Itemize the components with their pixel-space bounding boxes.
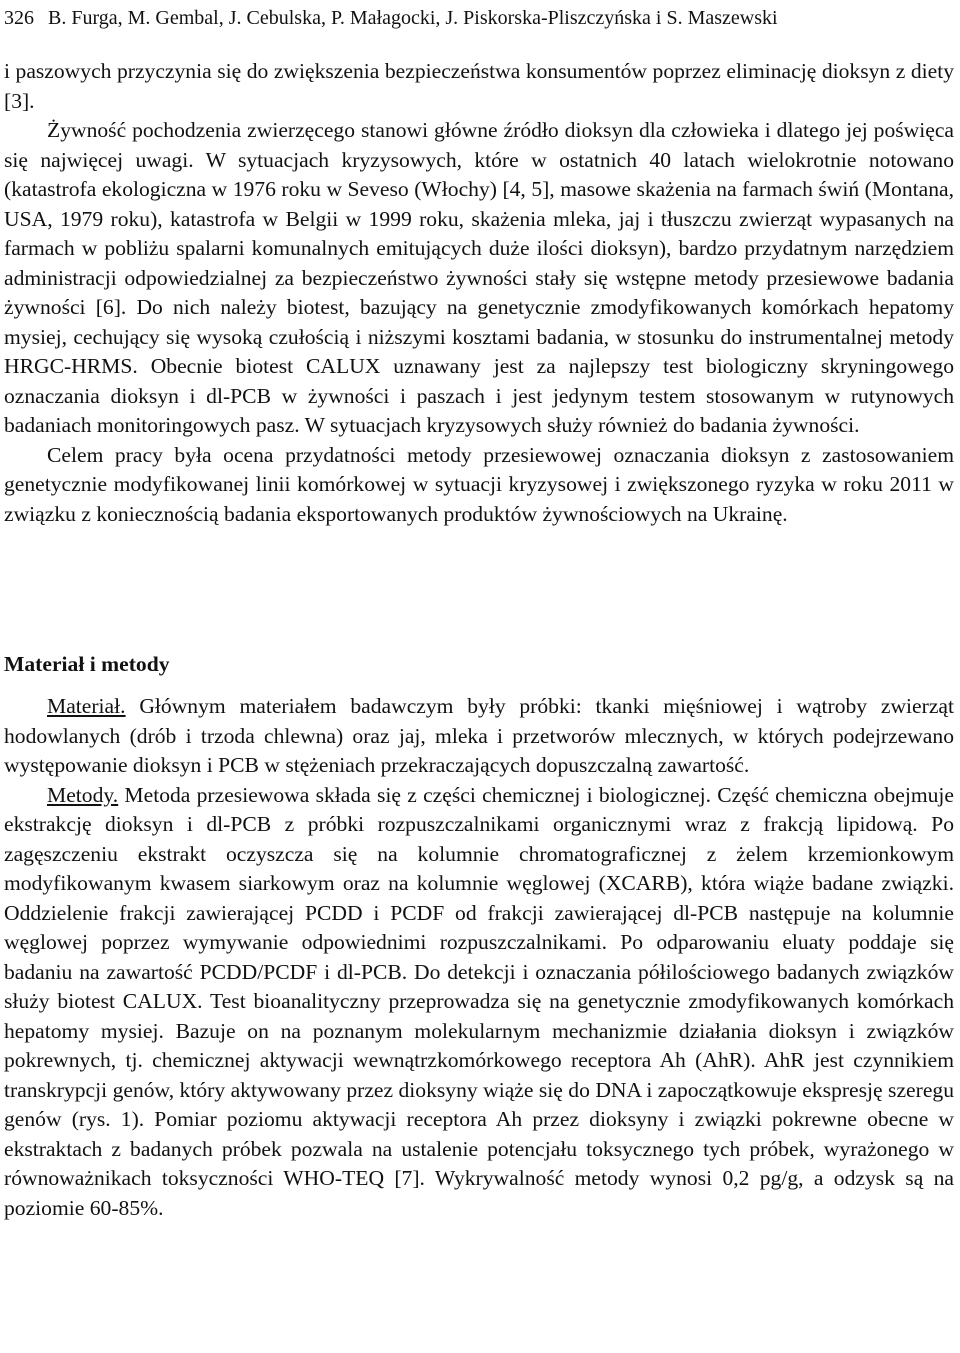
material-run-in-label: Materiał.	[47, 694, 126, 718]
paragraph-material	[4, 692, 954, 781]
running-header	[4, 4, 956, 34]
introduction-text	[4, 57, 954, 529]
section-heading-materials-methods: Materiał i metody	[4, 652, 170, 676]
paragraph-aim: Celem pracy była ocena przydatności metody przesiewowej oznaczania dioksyn z zastosowaniem genetycznie modyfikowanej linii komórkowej w sytuacji kryzysowej i zwiększonego ryzyka w roku 2011 w związku z koniecznością badania eksportowanych produktów żywnościowych na Ukrainę.	[4, 442, 954, 526]
methods-description: Metoda przesiewowa składa się z części chemicznej i biologicznej. Część chemiczna obejmuje ekstrakcję dioksyn i dl-PCB z próbki rozpuszczalnikami organicznymi wraz z frakcją lipidową. Po zagęszczeniu ekstrakt oczyszcza się na kolumnie chromatograficznej z żelem krzemionkowym modyfikowanym kwasem siarkowym oraz na kolumnie węglowej (XCARB), która wiąże badane związki. Oddzielenie frakcji zawierającej PCDD i PCDF od frakcji zawierającej dl-PCB następuje na kolumnie węglowej poprzez wymywanie odpowiednimi rozpuszczalnikami. Po odparowaniu eluaty poddaje się badaniu na zawartość PCDD/PCDF i dl-PCB. Do detekcji i oznaczania półilościowego badanych związków służy biotest CALUX. Test bioanalityczny przeprowadza się na genetycznie zmodyfikowanych komórkach hepatomy mysiej. Bazuje on na poznanym molekularnym mechanizmie działania dioksyn i związków pokrewnych, tj. chemicznej aktywacji wewnątrzkomórkowego receptora Ah (AhR). AhR jest czynnikiem transkrypcji genów, który aktywowany przez dioksyny wiąże się do DNA i zapoczątkowuje ekspresję szeregu genów (rys. 1). Pomiar poziomu aktywacji receptora Ah przez dioksyny i związki pokrewne obecne w ekstraktach z badanych próbek pozwala na ustalenie potencjału toksycznego tych próbek, wyrażonego w równoważnikach toksyczności WHO-TEQ [7]. Wykrywalność metody wynosi 0,2 pg/g, a odzysk są na poziomie 60-85%.	[4, 782, 954, 1220]
methods-run-in-label: Metody.	[47, 782, 119, 807]
material-description: Głównym materiałem badawczym były próbki: tkanki mięśniowej i wątroby zwierząt hodowlanych (drób i trzoda chlewna) oraz jaj, mleka i przetworów mlecznych, w których podejrzewano występowanie dioksyn i PCB w stężeniach przekraczających dopuszczalną zawartość.	[4, 694, 954, 777]
paragraph-animal-food: Żywność pochodzenia zwierzęcego stanowi główne źródło dioksyn dla człowieka i dlatego jej poświęca się najwięcej uwagi. W sytuacjach kryzysowych, które w ostatnich 40 latach wielokrotnie notowano (katastrofa ekologiczna w 1976 roku w Seveso (Włochy) [4, 5], masowe skażenia na farmach świń (Montana, USA, 1979 roku), katastrofa w Belgii w 1999 roku, skażenia mleka, jaj i tłuszczu zwierząt wypasanych na farmach w pobliżu spalarni komunalnych emitujących duże ilości dioksyn), bardzo przydatnym narzędziem administracji odpowiedzialnej za bezpieczeństwo żywności stały się wstępne metody przesiewowe badania żywności [6]. Do nich należy biotest, bazujący na genetycznie zmodyfikowanych komórkach hepatomy mysiej, cechujący się wysoką czułością i niższymi kosztami badania, w stosunku do instrumentalnej metody HRGC-HRMS. Obecnie biotest CALUX uznawany jest za najlepszy test biologiczny skryningowego oznaczania dioksyn i dl-PCB w żywności i paszach i jest jedynym testem stosowanym w rutynowych badaniach monitoringowych pasz. W sytuacjach kryzysowych służy również do badania żywności.	[4, 118, 954, 437]
paragraph-methods	[4, 781, 954, 1224]
paragraph-continuation: i paszowych przyczynia się do zwiększenia bezpieczeństwa konsumentów poprzez eliminację dioksyn z diety [3].	[4, 59, 954, 113]
header-authors: B. Furga, M. Gembal, J. Cebulska, P. Małagocki, J. Piskorska-Pliszczyńska i S. Maszewski	[48, 7, 778, 29]
page-number: 326	[4, 7, 34, 29]
materials-methods-text	[4, 692, 954, 1223]
